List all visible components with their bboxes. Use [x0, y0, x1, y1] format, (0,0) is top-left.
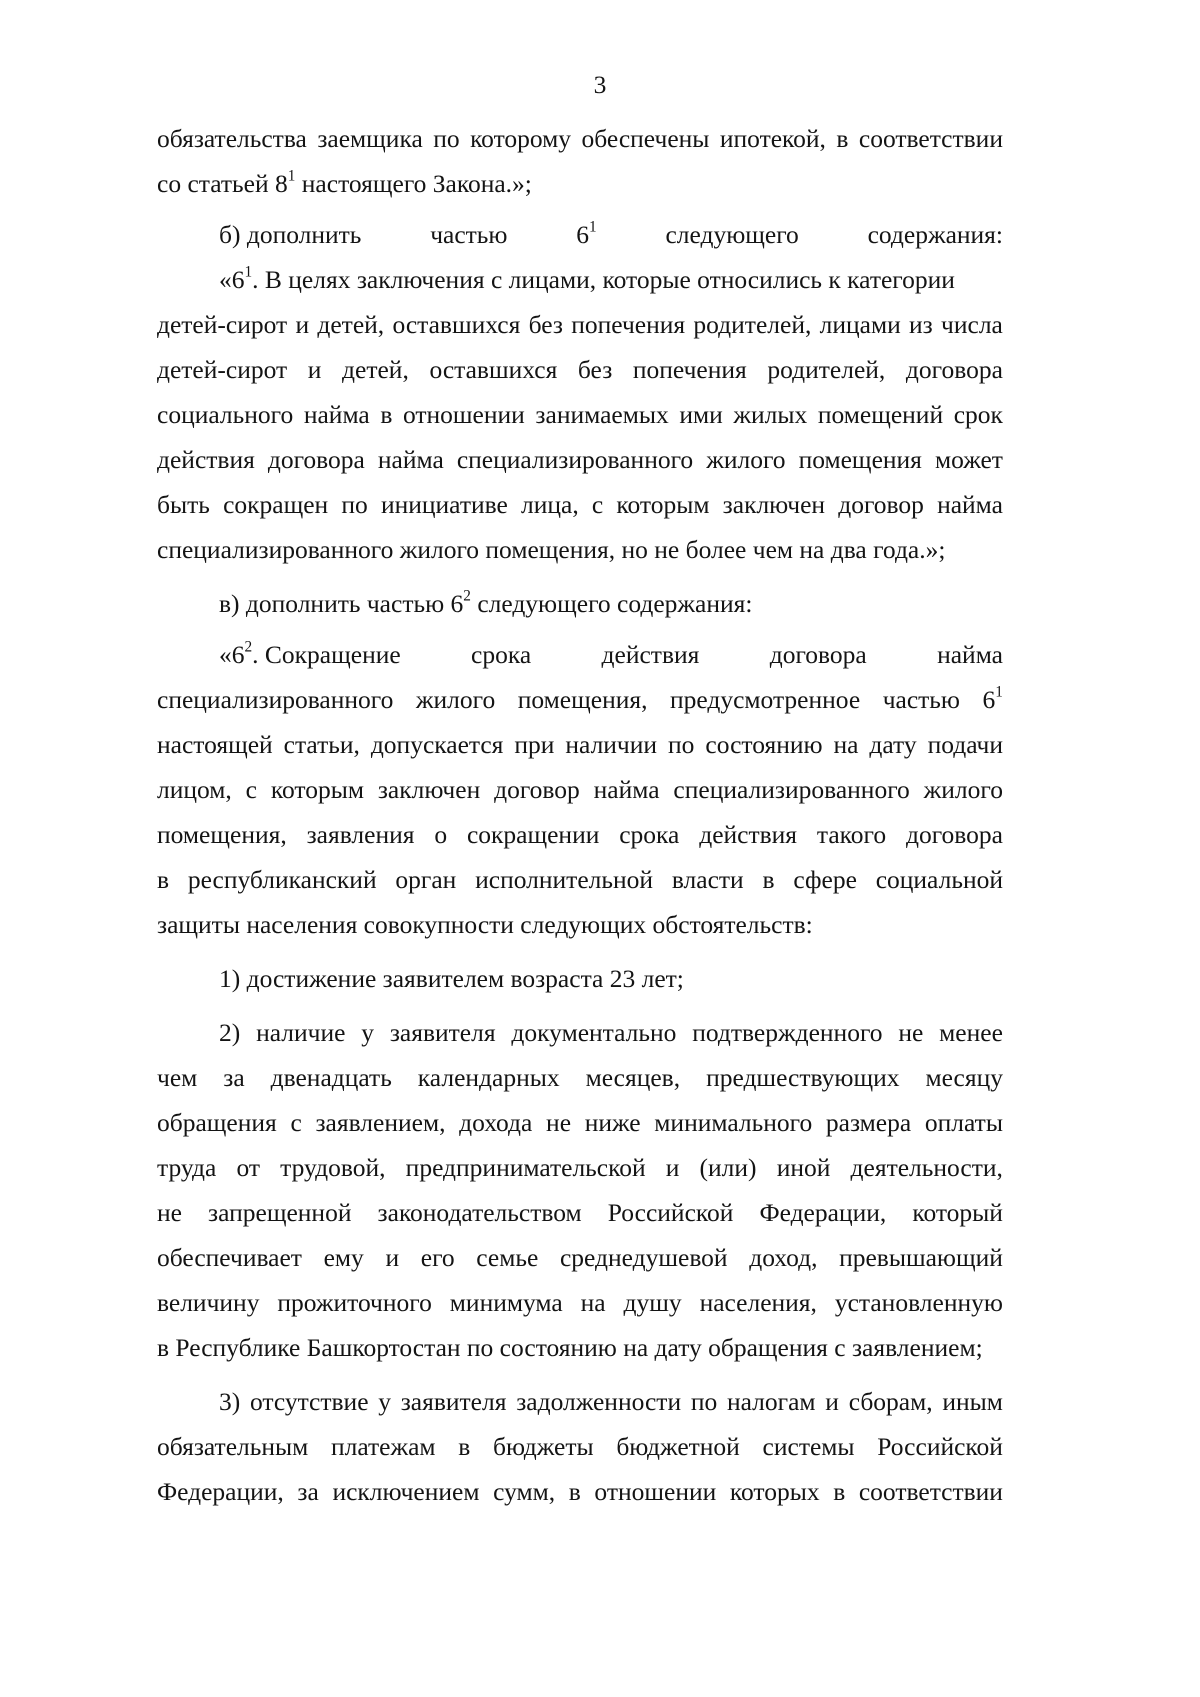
superscript: 1 [995, 683, 1003, 701]
text-segment: «6 [219, 265, 245, 294]
word: заявителя [389, 1018, 496, 1047]
word: которому [470, 124, 572, 153]
text-line [157, 956, 1003, 1001]
word: социального [157, 400, 294, 429]
word: оплаты [924, 1108, 1003, 1137]
word: ими [679, 400, 723, 429]
word: отсутствие [249, 1387, 369, 1416]
text-segment: . В целях заключения с лицами, которые относились к категории [252, 265, 955, 294]
word: заемщика [317, 124, 423, 153]
word-text: частью [430, 220, 508, 249]
word: в [833, 1477, 846, 1506]
word [219, 212, 361, 257]
word-text: частью [882, 685, 960, 714]
word: на [580, 1288, 606, 1317]
word: сборам, [848, 1387, 933, 1416]
word: предпринимательской [405, 1153, 646, 1182]
text-segment: 1) достижение заявителем возраста 23 лет; [219, 964, 684, 993]
word: допускается [370, 730, 504, 759]
word: превышающий [839, 1243, 1003, 1272]
word: и [295, 310, 310, 339]
word: сумм, [493, 1477, 556, 1506]
text-line [157, 1055, 1003, 1100]
word: сфере [793, 865, 857, 894]
word: договора [267, 445, 365, 474]
word: власти [671, 865, 744, 894]
line-text [157, 161, 532, 206]
word: специализированного [673, 775, 910, 804]
line-text [157, 902, 813, 947]
word: с [290, 1108, 302, 1137]
word: задолженности [516, 1387, 682, 1416]
word: с [245, 775, 257, 804]
text-line [157, 812, 1003, 857]
word: жилого [923, 775, 1003, 804]
word: договор [838, 490, 924, 519]
word: величину [157, 1288, 260, 1317]
word: предшествующих [706, 1063, 900, 1092]
text-segment: настоящего Закона.»; [295, 169, 532, 198]
word: помещения [798, 445, 922, 474]
word: за [297, 1477, 319, 1506]
word: жилого [706, 445, 786, 474]
word: соответствии [858, 124, 1003, 153]
word: помещения, [157, 820, 287, 849]
word: заключен [722, 490, 826, 519]
word: не [898, 1018, 924, 1047]
word: найма [593, 775, 660, 804]
word: среднедушевой [559, 1243, 728, 1272]
text-line [157, 212, 1003, 257]
word: наличии [565, 730, 658, 759]
text-line [157, 116, 1003, 161]
word: который [912, 1198, 1003, 1227]
text-line [157, 902, 1003, 947]
word: 3) [219, 1387, 241, 1416]
text-segment: защиты населения совокупности следующих обстоятельств: [157, 910, 813, 939]
word: менее [939, 1018, 1003, 1047]
word: социальной [875, 865, 1003, 894]
word: прожиточного [277, 1288, 432, 1317]
word-text: действия [601, 640, 700, 669]
word: запрещенной [208, 1198, 352, 1227]
text-line [157, 1424, 1003, 1469]
word: детей-сирот [157, 355, 288, 384]
word: без [528, 310, 563, 339]
word: и [825, 1387, 839, 1416]
word: срока [619, 820, 680, 849]
word: родителей, [767, 355, 886, 384]
word: исключением [332, 1477, 480, 1506]
word: исполнительной [475, 865, 654, 894]
word-text: найма [937, 640, 1003, 669]
word: попечения [632, 355, 747, 384]
word [157, 677, 393, 722]
word [416, 677, 495, 722]
word [937, 632, 1003, 677]
word: отношении [402, 400, 525, 429]
word-text: предусмотренное [670, 685, 861, 714]
word: инициативе [380, 490, 508, 519]
word: заявлением, [315, 1108, 446, 1137]
word: у [361, 1018, 375, 1047]
text-line [157, 767, 1003, 812]
word: душу [623, 1288, 682, 1317]
word: по [690, 1387, 718, 1416]
word: размера [825, 1108, 912, 1137]
word: бюджетной [616, 1432, 740, 1461]
word: в [836, 124, 849, 153]
word: детей, [342, 355, 409, 384]
word-text: срока [471, 640, 532, 669]
word: и [665, 1153, 680, 1182]
word [602, 632, 700, 677]
word: республиканский [187, 865, 377, 894]
line-text [157, 1325, 983, 1370]
text-line [157, 1145, 1003, 1190]
word [868, 212, 1003, 257]
text-line [157, 437, 1003, 482]
word: минимума [449, 1288, 563, 1317]
word: в [762, 865, 775, 894]
word: из [909, 310, 933, 339]
word-text: следующего [665, 220, 799, 249]
text-segment: следующего содержания: [470, 589, 753, 618]
word: ниже [584, 1108, 641, 1137]
word: специализированного [456, 445, 694, 474]
word: установленную [834, 1288, 1003, 1317]
text-line [157, 1235, 1003, 1280]
word [883, 677, 960, 722]
word [430, 212, 507, 257]
word: наличие [256, 1018, 346, 1047]
word: лица, [521, 490, 579, 519]
word: за [223, 1063, 245, 1092]
word: и [385, 1243, 400, 1272]
word: найма [937, 490, 1003, 519]
word-text: содержания: [867, 220, 1003, 249]
word: обязательства [157, 124, 307, 153]
word: срок [953, 400, 1003, 429]
word: Федерации, [157, 1477, 284, 1506]
text-segment: со статьей 8 [157, 169, 288, 198]
word: обязательным [157, 1432, 309, 1461]
word: договор [494, 775, 580, 804]
word-text: 6 [982, 685, 996, 714]
word: родителей, [693, 310, 812, 339]
text-line [157, 581, 1003, 626]
text-segment: в) дополнить частью 6 [219, 589, 464, 618]
word: без [577, 355, 613, 384]
text-line [157, 347, 1003, 392]
word: с [591, 490, 604, 519]
word: обеспечены [581, 124, 710, 153]
word: в [380, 400, 393, 429]
word: статьи, [283, 730, 360, 759]
word: трудовой, [280, 1153, 386, 1182]
word: обращения [157, 1108, 277, 1137]
word: у [378, 1387, 391, 1416]
word: в [458, 1432, 471, 1461]
word-text: «6 [219, 640, 245, 669]
word: найма [377, 445, 444, 474]
page-number: 3 [593, 70, 607, 99]
word: дату [869, 730, 917, 759]
word-text: договора [769, 640, 867, 669]
word: которым [270, 775, 364, 804]
line-text [219, 257, 955, 302]
word-text: . Сокращение [252, 640, 401, 669]
word: при [514, 730, 555, 759]
superscript: 1 [589, 218, 597, 236]
word: календарных [417, 1063, 560, 1092]
word: занимаемых [535, 400, 669, 429]
text-line [157, 527, 1003, 572]
word: о [434, 820, 448, 849]
word: договора [905, 355, 1003, 384]
word: его [420, 1243, 455, 1272]
word: может [934, 445, 1003, 474]
word: иным [942, 1387, 1003, 1416]
text-line [157, 482, 1003, 527]
text-line [157, 632, 1003, 677]
word-text: 6 [576, 220, 590, 249]
word: лицами [819, 310, 901, 339]
superscript: 2 [244, 638, 253, 656]
word: населения, [699, 1288, 817, 1317]
word: дохода [459, 1108, 533, 1137]
text-segment: специализированного жилого помещения, но не более чем на два года.»; [157, 535, 946, 564]
word: попечения [571, 310, 686, 339]
word [471, 632, 531, 677]
document-body [157, 116, 1003, 1514]
word: по [341, 490, 368, 519]
text-line [157, 1190, 1003, 1235]
superscript: 2 [463, 587, 471, 605]
word: по [433, 124, 460, 153]
text-line [157, 1379, 1003, 1424]
word: которых [729, 1477, 820, 1506]
word: подачи [927, 730, 1003, 759]
text-line [157, 1100, 1003, 1145]
word: труда [157, 1153, 217, 1182]
word: заявления [306, 820, 415, 849]
word: обеспечивает [157, 1243, 302, 1272]
word: деятельности, [850, 1153, 1003, 1182]
superscript: 1 [244, 263, 253, 281]
text-line [157, 302, 1003, 347]
text-line [157, 722, 1003, 767]
text-segment: в Республике Башкортостан по состоянию на дату обращения с заявлением; [157, 1333, 983, 1362]
text-line [157, 1280, 1003, 1325]
word-text: помещения, [517, 685, 648, 714]
word: не [157, 1198, 182, 1227]
word: бюджеты [493, 1432, 594, 1461]
word: минимального [654, 1108, 813, 1137]
word: (или) [699, 1153, 757, 1182]
word: оставшихся [392, 310, 521, 339]
word: числа [941, 310, 1003, 339]
word: семье [476, 1243, 539, 1272]
word: в [157, 865, 170, 894]
word: и [307, 355, 322, 384]
word: оставшихся [429, 355, 558, 384]
word: платежам [331, 1432, 436, 1461]
word [770, 632, 867, 677]
word-text: б) дополнить [219, 220, 362, 249]
word: сокращении [466, 820, 600, 849]
word: настоящей [157, 730, 273, 759]
word: жилых [733, 400, 808, 429]
word: по [668, 730, 695, 759]
word: Российской [877, 1432, 1003, 1461]
word: действия [699, 820, 798, 849]
word: договора [905, 820, 1003, 849]
line-text [219, 956, 684, 1001]
word [576, 212, 596, 257]
word: быть [157, 490, 210, 519]
text-line [157, 257, 1003, 302]
word: соответствии [858, 1477, 1003, 1506]
word: в [568, 1477, 581, 1506]
word: сокращен [223, 490, 329, 519]
text-line [157, 677, 1003, 722]
word [983, 677, 1003, 722]
word: налогам [726, 1387, 816, 1416]
word [518, 677, 648, 722]
line-text [157, 527, 945, 572]
word: орган [395, 865, 457, 894]
word: не [546, 1108, 572, 1137]
text-line [157, 1469, 1003, 1514]
word: на [833, 730, 859, 759]
word: двенадцать [270, 1063, 392, 1092]
word: документально [511, 1018, 677, 1047]
word-text: жилого [415, 685, 496, 714]
word: законодательством [377, 1198, 582, 1227]
word: лицом, [157, 775, 232, 804]
word-text: специализированного [157, 685, 394, 714]
word: Российской [607, 1198, 734, 1227]
word: заявителя [400, 1387, 507, 1416]
word: которым [616, 490, 710, 519]
text-line [157, 392, 1003, 437]
word: ему [323, 1243, 364, 1272]
word: подтвержденного [692, 1018, 883, 1047]
word [670, 677, 860, 722]
word: от [236, 1153, 261, 1182]
word: 2) [219, 1018, 241, 1047]
word [219, 632, 401, 677]
word: отношении [594, 1477, 717, 1506]
word: месяцу [925, 1063, 1003, 1092]
word: ипотекой, [719, 124, 826, 153]
word: чем [157, 1063, 198, 1092]
word: Федерации, [759, 1198, 887, 1227]
word: месяцев, [585, 1063, 681, 1092]
word: заключен [377, 775, 481, 804]
word: иной [776, 1153, 831, 1182]
text-line [157, 161, 1003, 206]
word: действия [157, 445, 255, 474]
word: такого [816, 820, 887, 849]
word: состоянию [705, 730, 823, 759]
word: доход, [749, 1243, 818, 1272]
word: системы [762, 1432, 855, 1461]
text-line [157, 1325, 1003, 1370]
word: детей, [317, 310, 385, 339]
text-line [157, 1010, 1003, 1055]
superscript: 1 [287, 167, 296, 185]
line-text [219, 581, 752, 626]
word: найма [303, 400, 370, 429]
word: помещений [817, 400, 944, 429]
text-line [157, 857, 1003, 902]
word [665, 212, 798, 257]
word: детей-сирот [157, 310, 288, 339]
